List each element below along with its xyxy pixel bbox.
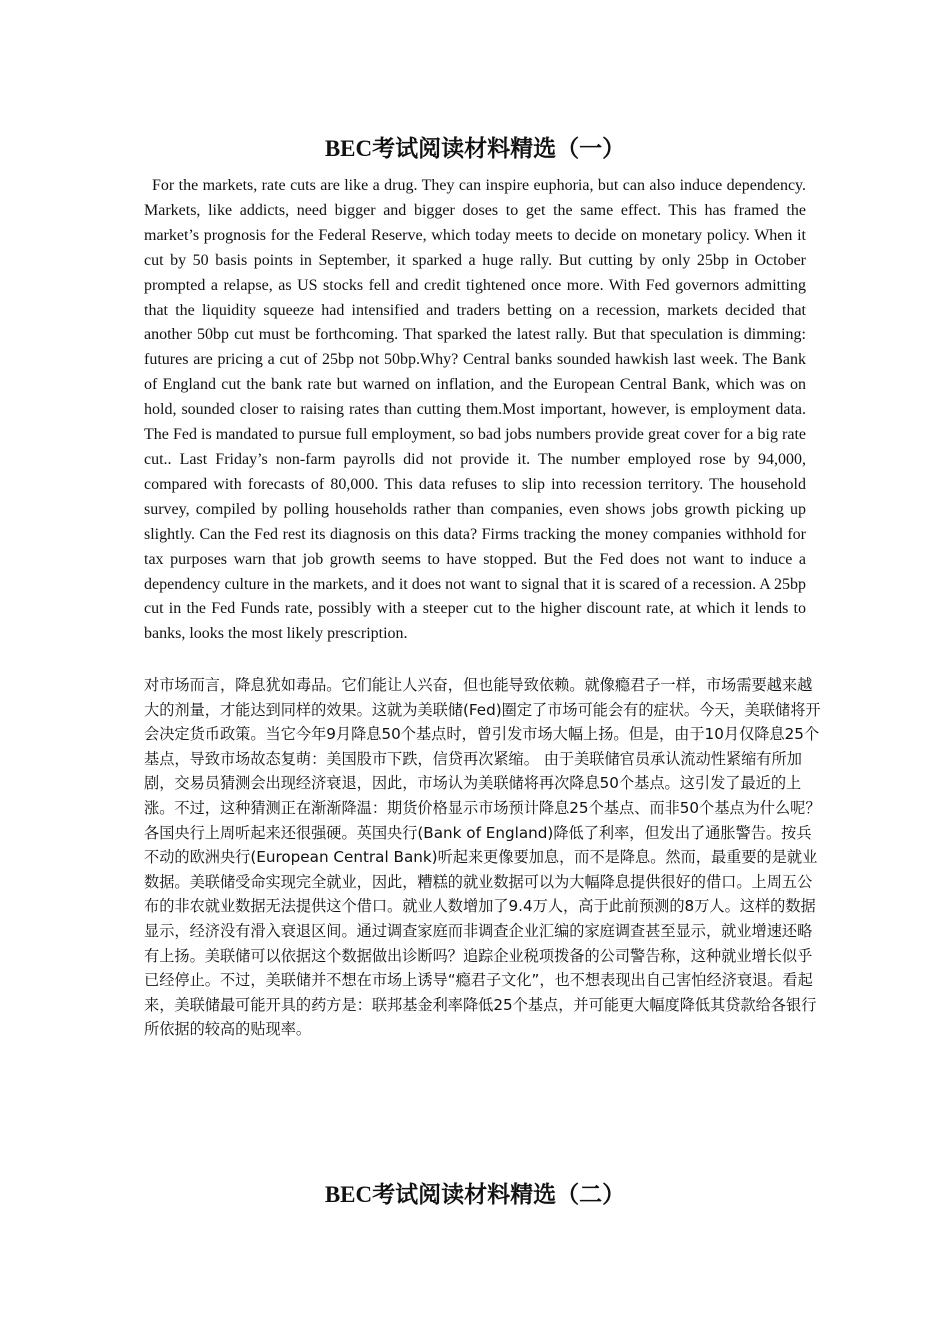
section-2-title: BEC考试阅读材料精选（二） (324, 1182, 626, 1207)
section-1-title: BEC考试阅读材料精选（一） (324, 136, 626, 161)
english-paragraph: For the markets, rate cuts are like a drug. They can inspire euphoria, but can also induce dependency. Markets, like addicts, need bigger and bigger doses to get the same effect. This has framed the market’s prognosis for the Federal Reserve, which today meets to decide on monetary policy. When it cut by 50 basis points in September, it sparked a huge rally. But cutting by only 25bp in October prompted a relapse, as US stocks fell and credit tightened once more. With Fed governors admitting that the liquidity squeeze had intensified and traders betting on a recession, markets decided that another 50bp cut must be forthcoming. That sparked the latest rally. But that speculation is dimming: futures are pricing a cut of 25bp not 50bp.Why? Central banks sounded hawkish last week. The Bank of England cut the bank rate but warned on inflation, and the European Central Bank, which was on hold, sounded closer to raising rates than cutting them.Most important, however, is employment data. The Fed is mandated to pursue full employment, so bad jobs numbers provide great cover for a big rate cut.. Last Friday’s non-farm payrolls did not provide it. The number employed rose by 94,000, compared with forecasts of 80,000. This data refuses to slip into recession territory. The household survey, compiled by polling households rather than companies, even shows jobs growth picking up slightly. Can the Fed rest its diagnosis on this data? Firms tracking the money companies withhold for tax purposes warn that job growth seems to have stopped. But the Fed does not want to induce a dependency culture in the markets, and it does not want to signal that it is scared of a recession. A 25bp cut in the Fed Funds rate, possibly with a steeper cut to the higher discount rate, at which it lends to banks, looks the most likely prescription. (144, 177, 806, 643)
chinese-paragraph: 对市场而言，降息犹如毒品。它们能让人兴奋，但也能导致依赖。就像瘾君子一样，市场需要越来越大的剂量，才能达到同样的效果。这就为美联储(Fed)圈定了市场可能会有的症状。今天，美联储将开会决定货币政策。当它今年9月降息50个基点时，曾引发市场大幅上扬。但是，由于10月仅降息25个基点，导致市场故态复萌：美国股市下跌，信贷再次紧缩。 由于美联储官员承认流动性紧缩有所加剧，交易员猜测会出现经济衰退，因此，市场认为美联储将再次降息50个基点。这引发了最近的上涨。不过，这种猜测正在渐渐降温：期货价格显示市场预计降息25个基点、而非50个基点为什么呢？各国央行上周听起来还很强硬。英国央行(Bank of England)降低了利率，但发出了通胀警告。按兵不动的欧洲央行(European Central Bank)听起来更像要加息，而不是降息。然而，最重要的是就业数据。美联储受命实现完全就业，因此，糟糕的就业数据可以为大幅降息提供很好的借口。上周五公布的非农就业数据无法提供这个借口。就业人数增加了9.4万人，高于此前预测的8万人。这样的数据显示，经济没有滑入衰退区间。通过调查家庭而非调查企业汇编的家庭调查甚至显示，就业增速还略有上扬。美联储可以依据这个数据做出诊断吗？追踪企业税项拨备的公司警告称，这种就业增长似乎已经停止。不过，美联储并不想在市场上诱导“瘾君子文化”，也不想表现出自己害怕经济衰退。看起来，美联储最可能开具的药方是：联邦基金利率降低25个基点，并可能更大幅度降低其贷款给各银行所依据的较高的贴现率。 (144, 676, 821, 1039)
